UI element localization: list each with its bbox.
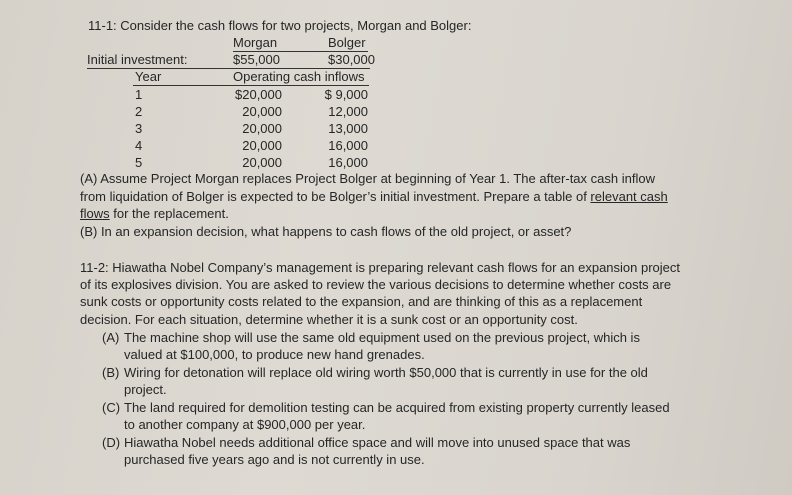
q1-part-a-line3 <box>80 206 229 222</box>
bolger-cell: $ 9,000 <box>324 87 368 102</box>
initial-morgan: $55,000 <box>233 52 280 67</box>
q2-intro-line: 11-2: Hiawatha Nobel Company’s management is preparing relevant cash flows for an expansion project <box>80 260 681 275</box>
bolger-cell: 13,000 <box>328 121 368 136</box>
bolger-cell: 16,000 <box>328 138 368 153</box>
item-label: (D) <box>102 435 121 450</box>
q1-part-b: (B) In an expansion decision, what happens to cash flows of the old project, or asset? <box>80 224 572 239</box>
year-cell: 5 <box>135 155 143 170</box>
item-label: (C) <box>102 400 121 415</box>
initial-bolger: $30,000 <box>328 52 375 67</box>
item-text: The land required for demolition testing can be acquired from existing property currently leased <box>124 400 670 415</box>
year-header: Year <box>135 69 162 84</box>
item-text: purchased five years ago and is not currently in use. <box>124 452 425 467</box>
bolger-cell: 12,000 <box>328 104 368 119</box>
morgan-cell: 20,000 <box>242 121 282 136</box>
underlined-term: flows <box>80 206 110 221</box>
year-cell: 3 <box>135 121 143 136</box>
item-text: valued at $100,000, to produce new hand grenades. <box>124 347 425 362</box>
item-text: to another company at $900,000 per year. <box>124 417 366 432</box>
item-label: (A) <box>102 330 120 345</box>
item-text: The machine shop will use the same old equipment used on the previous project, which is <box>124 330 640 345</box>
q1-part-a-line2 <box>80 189 668 205</box>
bolger-cell: 16,000 <box>328 155 368 170</box>
q2-intro-line: decision. For each situation, determine whether it is a sunk cost or an opportunity cost. <box>80 312 578 327</box>
year-cell: 4 <box>135 138 143 153</box>
morgan-cell: $20,000 <box>235 87 282 102</box>
item-text: Hiawatha Nobel needs additional office space and will move into unused space that was <box>124 435 631 450</box>
item-text: Wiring for detonation will replace old wiring worth $50,000 that is currently in use for the old <box>124 365 648 380</box>
q2-intro-line: sunk costs or opportunity costs related to the expansion, and are thinking of this as a replacement <box>80 294 643 309</box>
q1-title: 11-1: Consider the cash flows for two projects, Morgan and Bolger: <box>88 18 472 33</box>
col-morgan-header: Morgan <box>233 35 278 50</box>
initial-investment-label: Initial investment: <box>87 52 188 67</box>
year-cell: 2 <box>135 104 143 119</box>
q2-intro-line: of its explosives division. You are asked to review the various decisions to determine whether costs are <box>80 277 672 292</box>
col-bolger-header: Bolger <box>328 35 366 50</box>
item-text: project. <box>124 382 167 397</box>
underlined-term: relevant cash <box>590 189 668 204</box>
item-label: (B) <box>102 365 120 380</box>
morgan-cell: 20,000 <box>242 155 282 170</box>
year-cell: 1 <box>135 87 143 102</box>
inflows-header: Operating cash inflows <box>233 69 365 84</box>
text: from liquidation of Bolger is expected to be Bolger’s initial investment. Prepare a table of <box>80 189 591 204</box>
morgan-cell: 20,000 <box>242 104 282 119</box>
text: for the replacement. <box>109 206 229 221</box>
q1-part-a-line1: (A) Assume Project Morgan replaces Project Bolger at beginning of Year 1. The after-tax cash inflow <box>80 171 655 186</box>
morgan-cell: 20,000 <box>242 138 282 153</box>
year-rule <box>133 85 369 86</box>
